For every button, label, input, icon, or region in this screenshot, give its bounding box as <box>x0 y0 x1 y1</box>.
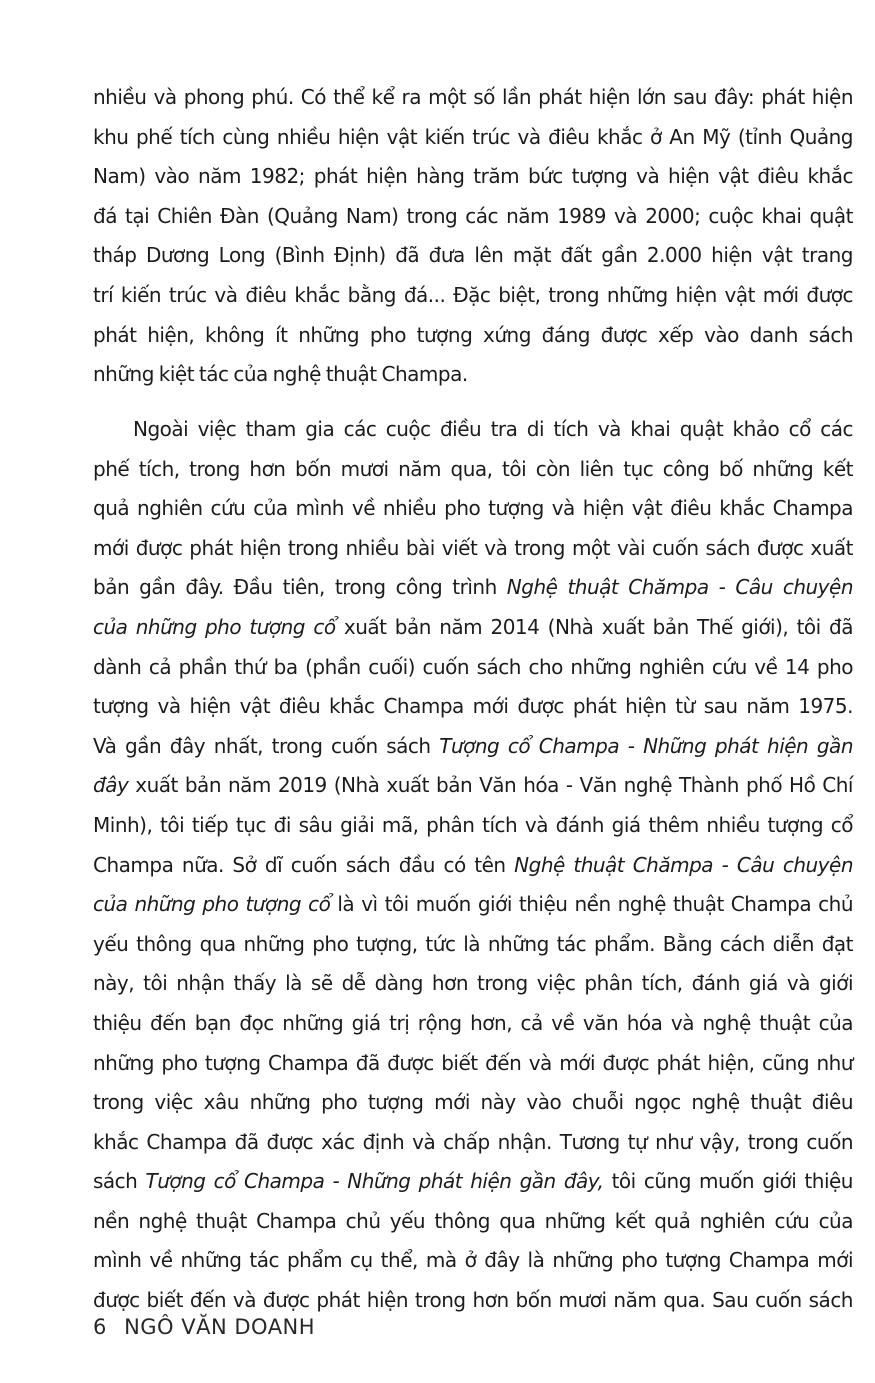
text-line: tháp Dương Long (Bình Định) đã đưa lên mặt đất gần 2.000 hiện vật trang <box>93 243 853 268</box>
text-run: bản gần đây. Đầu tiên, trong công trình <box>93 575 507 600</box>
text-run: Và gần đây nhất, trong cuốn sách <box>93 733 440 758</box>
text-line: những kiệt tác của nghệ thuật Champa. <box>93 362 468 387</box>
text-line: dành cả phần thứ ba (phần cuối) cuốn sách cho những nghiên cứu về 14 pho <box>93 654 853 679</box>
text-line: phế tích, trong hơn bốn mươi năm qua, tôi còn liên tục công bố những kết <box>93 456 853 481</box>
text-line <box>93 1162 853 1202</box>
text-line: nền nghệ thuật Champa chủ yếu thông qua những kết quả nghiên cứu của <box>93 1208 853 1233</box>
text-line: thiệu đến bạn đọc những giá trị rộng hơn, cả về văn hóa và nghệ thuật của <box>93 1010 853 1035</box>
text-line: những pho tượng Champa đã được biết đến và mới được phát hiện, cũng như <box>93 1050 853 1075</box>
text-line: Minh), tôi tiếp tục đi sâu giải mã, phân tích và đánh giá thêm nhiều tượng cổ <box>93 812 853 837</box>
text-line <box>93 608 853 648</box>
author-name: NGÔ VĂN DOANH <box>124 1315 316 1339</box>
text-run: tôi cũng muốn giới thiệu <box>603 1169 853 1194</box>
text-line <box>93 727 853 767</box>
text-line <box>93 766 853 806</box>
text-line: phát hiện, không ít những pho tượng xứng đáng được xếp vào danh sách <box>93 322 853 347</box>
italic-title: Nghệ thuật Chămpa - Câu chuyện <box>514 852 853 877</box>
text-run: xuất bản năm 2019 (Nhà xuất bản Văn hóa - Văn nghệ Thành phố Hồ Chí <box>128 773 853 798</box>
text-line: nhiều và phong phú. Có thể kể ra một số lần phát hiện lớn sau đây: phát hiện <box>93 85 853 109</box>
italic-title: đây <box>93 773 129 798</box>
text-line: khắc Champa đã được xác định và chấp nhận. Tương tự như vậy, trong cuốn <box>93 1129 853 1154</box>
italic-title: của những pho tượng cổ <box>93 614 336 639</box>
text-run: sách <box>93 1169 146 1194</box>
text-line: Ngoài việc tham gia các cuộc điều tra di tích và khai quật khảo cổ các <box>133 417 853 441</box>
text-line: mình về những tác phẩm cụ thể, mà ở đây là những pho tượng Champa mới <box>93 1248 853 1273</box>
text-line <box>93 846 853 886</box>
italic-title: Tượng cổ Champa - Những phát hiện gần đây, <box>145 1169 604 1194</box>
text-line: trí kiến trúc và điêu khắc bằng đá... Đặc biệt, trong những hiện vật mới được <box>93 282 853 307</box>
text-line: Nam) vào năm 1982; phát hiện hàng trăm bức tượng và hiện vật điêu khắc <box>93 164 853 189</box>
text-line: quả nghiên cứu của mình về nhiều pho tượng và hiện vật điêu khắc Champa <box>93 496 853 521</box>
text-line: khu phế tích cùng nhiều hiện vật kiến trúc và điêu khắc ở An Mỹ (tỉnh Quảng <box>93 124 853 149</box>
text-line: mới được phát hiện trong nhiều bài viết và trong một vài cuốn sách được xuất <box>93 535 853 560</box>
text-line: này, tôi nhận thấy là sẽ dễ dàng hơn trong việc phân tích, đánh giá và giới <box>93 971 853 996</box>
italic-title: Tượng cổ Champa - Những phát hiện gần <box>439 733 853 758</box>
text-line: tượng và hiện vật điêu khắc Champa mới được phát hiện từ sau năm 1975. <box>93 694 853 719</box>
text-line <box>93 568 853 608</box>
text-run: Champa nữa. Sở dĩ cuốn sách đầu có tên <box>93 852 515 877</box>
text-run: xuất bản năm 2014 (Nhà xuất bản Thế giới), tôi đã <box>335 614 853 639</box>
italic-title: của những pho tượng cổ <box>93 892 331 917</box>
italic-title: Nghệ thuật Chămpa - Câu chuyện <box>506 575 853 600</box>
text-line: trong việc xâu những pho tượng mới này vào chuỗi ngọc nghệ thuật điêu <box>93 1090 853 1115</box>
text-line <box>93 885 853 925</box>
page-number: 6 <box>93 1315 107 1339</box>
text-line: được biết đến và được phát hiện trong hơn bốn mươi năm qua. Sau cuốn sách <box>93 1288 853 1313</box>
text-line: đá tại Chiên Đàn (Quảng Nam) trong các năm 1989 và 2000; cuộc khai quật <box>93 203 853 228</box>
text-line: yếu thông qua những pho tượng, tức là những tác phẩm. Bằng cách diễn đạt <box>93 931 853 956</box>
paragraph-2 <box>93 410 853 1321</box>
text-run: là vì tôi muốn giới thiệu nền nghệ thuật Champa chủ <box>330 892 853 917</box>
page-footer <box>93 1315 315 1339</box>
paragraph-1 <box>93 78 853 395</box>
